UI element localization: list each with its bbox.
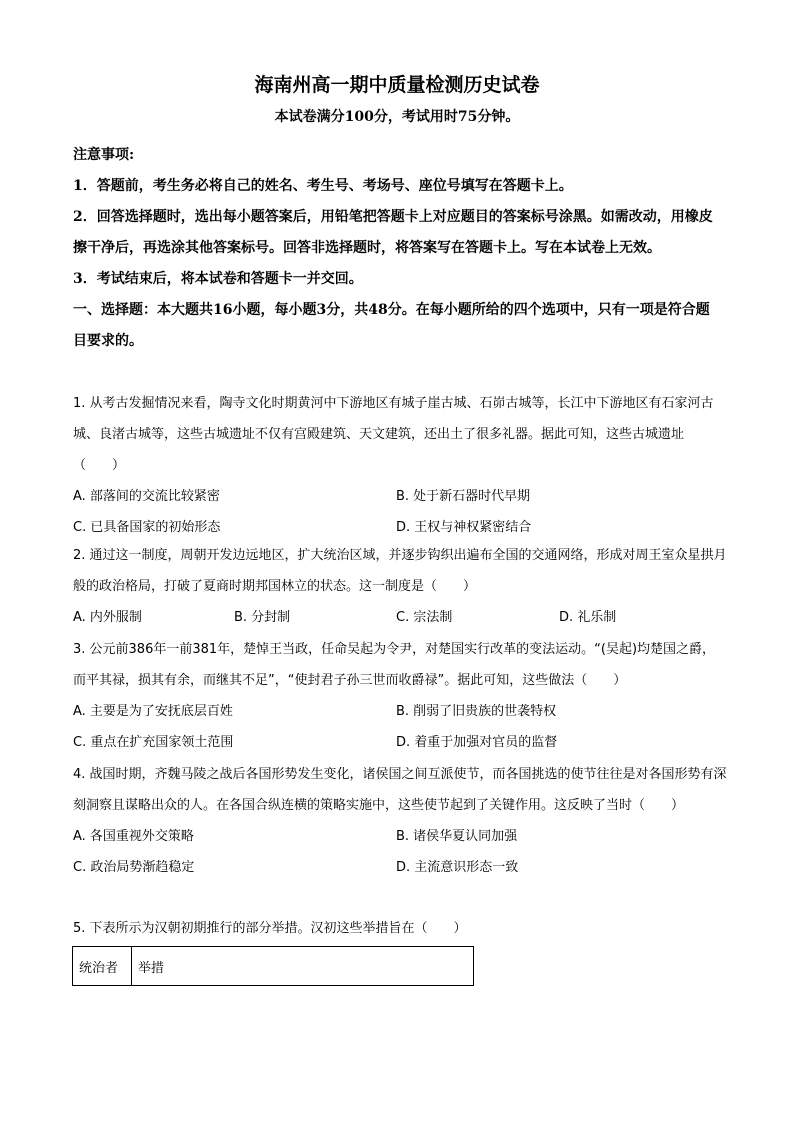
question-1 xyxy=(73,388,728,543)
question-stem: 3. 公元前386年一前381年，楚悼王当政，任命吴起为令尹，对楚国实行改革的变法运动。“(吴起)均楚国之爵，而平其禄，损其有余，而继其不足”，“使封君子孙三世而收爵禄”。据此可知，这些做法（ ） xyxy=(73,642,716,688)
option-b: B. 分封制 xyxy=(234,610,291,625)
table-header-measures: 举措 xyxy=(132,947,474,986)
option-row xyxy=(73,696,728,727)
option-d: D. 主流意识形态一致 xyxy=(396,860,519,875)
question-4 xyxy=(73,759,728,883)
page-title: 海南州高一期中质量检测历史试卷 xyxy=(254,74,540,96)
question-stem: 5. 下表所示为汉朝初期推行的部分举措。汉初这些举措旨在（ ） xyxy=(73,921,467,936)
option-b: B. 诸侯华夏认同加强 xyxy=(396,829,518,844)
question-3 xyxy=(73,634,728,758)
table-row xyxy=(73,947,474,986)
question-stem: 1. 从考古发掘情况来看，陶寺文化时期黄河中下游地区有城子崖古城、石峁古城等，长江中下游地区有石家河古城、良渚古城等，这些古城遗址不仅有宫殿建筑、天文建筑，还出土了很多礼器。据此可知，这些古城遗址（ ） xyxy=(73,396,714,473)
notes-item-3: 3．考试结束后，将本试卷和答题卡一并交回。 xyxy=(73,271,363,287)
table-header-ruler: 统治者 xyxy=(73,947,132,986)
option-c: C. 已具备国家的初始形态 xyxy=(73,520,221,535)
option-row xyxy=(73,481,728,512)
option-a: A. 主要是为了安抚底层百姓 xyxy=(73,704,233,719)
notes-item-1: 1．答题前，考生务必将自己的姓名、考生号、考场号、座位号填写在答题卡上。 xyxy=(73,178,573,194)
option-row xyxy=(73,852,728,883)
option-row xyxy=(73,727,728,758)
option-a: A. 各国重视外交策略 xyxy=(73,829,194,844)
option-d: D. 王权与神权紧密结合 xyxy=(396,520,532,535)
option-b: B. 处于新石器时代早期 xyxy=(396,489,531,504)
page-subtitle: 本试卷满分100分，考试用时75分钟。 xyxy=(274,109,520,125)
question-2 xyxy=(73,540,728,633)
notes-section xyxy=(73,140,723,357)
option-d: D. 着重于加强对官员的监督 xyxy=(396,735,558,750)
question-stem: 2. 通过这一制度，周朝开发边远地区，扩大统治区域，并逐步钩织出遍布全国的交通网络，形成对周王室众星拱月般的政治格局，打破了夏商时期邦国林立的状态。这一制度是（ ） xyxy=(73,548,727,594)
option-a: A. 部落间的交流比较紧密 xyxy=(73,489,220,504)
option-c: C. 重点在扩充国家领土范围 xyxy=(73,735,234,750)
question-stem: 4. 战国时期，齐魏马陵之战后各国形势发生变化，诸侯国之间互派使节，而各国挑选的使节往往是对各国形势有深刻洞察且谋略出众的人。在各国合纵连横的策略实施中，这些使节起到了关键作用。这反映了当时（ ） xyxy=(73,767,727,813)
option-c: C. 宗法制 xyxy=(396,610,453,625)
measures-table xyxy=(72,946,474,986)
option-c: C. 政治局势渐趋稳定 xyxy=(73,860,195,875)
section-heading: 一、选择题：本大题共16小题，每小题3分，共48分。在每小题所给的四个选项中，只有一项是符合题目要求的。 xyxy=(73,302,710,349)
question-5 xyxy=(73,913,728,944)
option-b: B. 削弱了旧贵族的世袭特权 xyxy=(396,704,557,719)
notes-item-2: 2．回答选择题时，选出每小题答案后，用铅笔把答题卡上对应题目的答案标号涂黑。如需改动，用橡皮擦干净后，再选涂其他答案标号。回答非选择题时，将答案写在答题卡上。写在本试卷上无效。 xyxy=(73,209,713,256)
option-row xyxy=(73,821,728,852)
option-d: D. 礼乐制 xyxy=(559,610,617,625)
option-row xyxy=(73,602,728,633)
option-row xyxy=(73,512,728,543)
notes-heading: 注意事项: xyxy=(73,147,135,163)
option-a: A. 内外服制 xyxy=(73,610,142,625)
